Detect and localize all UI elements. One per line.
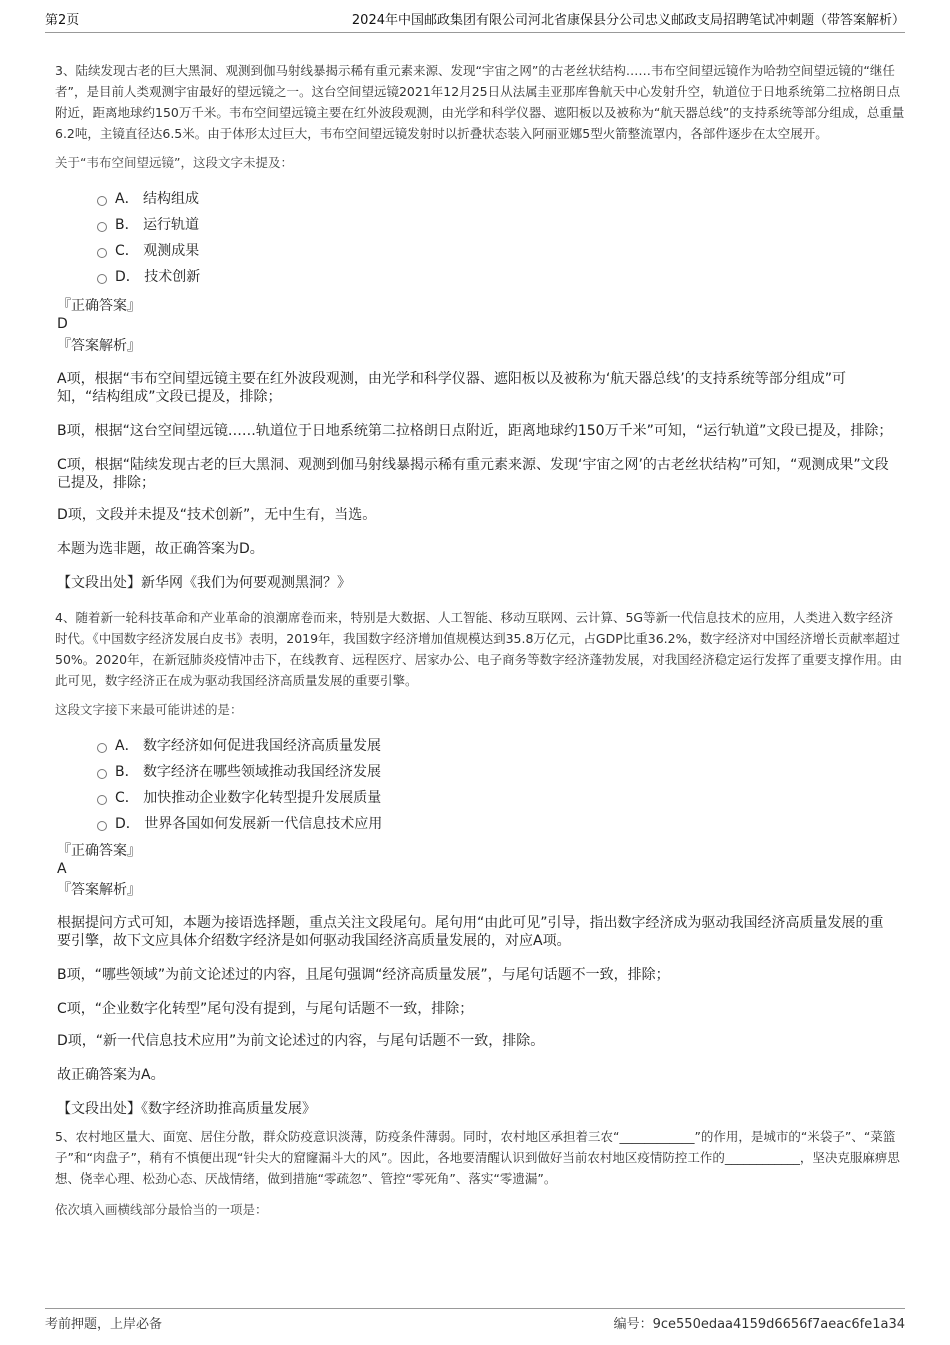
radio-icon[interactable]	[97, 743, 107, 753]
option-label: D． 技术创新	[115, 269, 201, 285]
page-header	[45, 12, 905, 30]
q3-source: 【文段出处】新华网《我们为何要观测黑洞？》	[57, 575, 351, 591]
q3-question: 关于“韦布空间望远镜”，这段文字未提及：	[55, 155, 293, 170]
q3-analysis-a: A项，根据“韦布空间望远镜主要在红外波段观测，由光学和科学仪器、遮阳板以及被称为‘航天器总线’的支持系统等部分组成”可知，“结构组成”文段已提及，排除；	[57, 371, 846, 405]
option-label: D． 世界各国如何发展新一代信息技术应用	[115, 816, 383, 832]
document-title: 2024年中国邮政集团有限公司河北省康保县分公司忠义邮政支局招聘笔试冲刺题（带答案解析）	[351, 13, 905, 28]
q3-option-d[interactable]	[97, 268, 905, 286]
q5-blank-1: ____________	[619, 1129, 695, 1144]
radio-icon[interactable]	[97, 248, 107, 258]
option-label: A． 数字经济如何促进我国经济高质量发展	[115, 738, 382, 754]
q3-analysis-d: D项，文段并未提及“技术创新”，无中生有，当选。	[57, 507, 377, 523]
option-label: A． 结构组成	[115, 191, 200, 207]
q4-source: 【文段出处】《数字经济助推高质量发展》	[57, 1101, 316, 1117]
q4-option-a[interactable]	[97, 737, 905, 755]
q4-answer: A	[57, 861, 67, 877]
radio-icon[interactable]	[97, 222, 107, 232]
q4-conclusion: 故正确答案为A。	[57, 1067, 165, 1083]
q3-option-b[interactable]	[97, 216, 905, 234]
q5-text-3: ，坚决克服麻痹思想、侥幸心理、松劲心态、厌战情绪，做到措施“零疏忽”、管控“零死角”、落实“零遗漏”。	[55, 1150, 900, 1186]
q4-analysis-d: D项，“新一代信息技术应用”为前文论述过的内容，与尾句话题不一致，排除。	[57, 1033, 545, 1049]
document-id: 编号：9ce550edaa4159d6656f7aeac6fe1a34	[613, 1317, 905, 1332]
q4-answer-label: 『正确答案』	[57, 843, 141, 859]
radio-icon[interactable]	[97, 821, 107, 831]
radio-icon[interactable]	[97, 274, 107, 284]
option-label: C． 加快推动企业数字化转型提升发展质量	[115, 790, 382, 806]
q5-passage	[55, 1126, 905, 1189]
q3-option-a[interactable]	[97, 190, 905, 208]
footer-divider	[45, 1308, 905, 1309]
radio-icon[interactable]	[97, 769, 107, 779]
q4-question: 这段文字接下来最可能讲述的是：	[55, 702, 243, 717]
footer-slogan: 考前押题，上岸必备	[45, 1317, 163, 1332]
q5-text-2: ”的作用，是城市的“米袋子”、“菜篮子”和“肉盘子”，稍有不慎便出现“针尖大的窟窿漏斗大的风”。因此，各地要清醒认识到做好当前农村地区疫情防控工作的	[55, 1129, 896, 1165]
header-divider	[45, 32, 905, 33]
q4-passage: 4、随着新一轮科技革命和产业革命的浪潮席卷而来，特别是大数据、人工智能、移动互联网、云计算、5G等新一代信息技术的应用，人类进入数字经济时代。《中国数字经济发展白皮书》表明，2019年，我国数字经济增加值规模达到35.8万亿元，占GDP比重36.2%，数字经济对中国经济增长贡献率超过50%。2020年，在新冠肺炎疫情冲击下，在线教育、远程医疗、居家办公、电子商务等数字经济蓬勃发展，对我国经济稳定运行发挥了重要支撑作用。由此可见，数字经济正在成为驱动我国经济高质量发展的重要引擎。	[55, 610, 903, 688]
option-label: B． 数字经济在哪些领域推动我国经济发展	[115, 764, 382, 780]
q3-analysis-label: 『答案解析』	[57, 338, 141, 354]
q5-question: 依次填入画横线部分最恰当的一项是：	[55, 1202, 268, 1217]
q3-answer: D	[57, 316, 68, 332]
q3-analysis-b: B项，根据“这台空间望远镜……轨道位于日地系统第二拉格朗日点附近，距离地球约150万千米”可知，“运行轨道”文段已提及，排除；	[57, 423, 893, 439]
q3-conclusion: 本题为选非题，故正确答案为D。	[57, 541, 264, 557]
radio-icon[interactable]	[97, 795, 107, 805]
q4-analysis-c: C项，“企业数字化转型”尾句没有提到，与尾句话题不一致，排除；	[57, 1001, 474, 1017]
page-number: 第2页	[45, 13, 80, 28]
q3-analysis-c: C项，根据“陆续发现古老的巨大黑洞、观测到伽马射线暴揭示稀有重元素来源、发现‘宇宙之网’的古老丝状结构”可知，“观测成果”文段已提及，排除；	[57, 457, 889, 491]
q3-option-c[interactable]	[97, 242, 905, 260]
option-label: C． 观测成果	[115, 243, 200, 259]
radio-icon[interactable]	[97, 196, 107, 206]
q4-option-b[interactable]	[97, 763, 905, 781]
document-body	[55, 40, 905, 1219]
q4-analysis-b: B项，“哪些领域”为前文论述过的内容，且尾句强调“经济高质量发展”，与尾句话题不一致，排除；	[57, 967, 670, 983]
q4-option-d[interactable]	[97, 815, 905, 833]
q5-blank-2: ____________	[724, 1150, 800, 1165]
option-label: B． 运行轨道	[115, 217, 200, 233]
q3-answer-label: 『正确答案』	[57, 298, 141, 314]
q4-analysis-label: 『答案解析』	[57, 882, 141, 898]
q5-text-1: 5、农村地区量大、面宽、居住分散，群众防疫意识淡薄，防疫条件薄弱。同时，农村地区承担着三农“	[55, 1129, 620, 1144]
q4-analysis-main: 根据提问方式可知，本题为接语选择题，重点关注文段尾句。尾句用“由此可见”引导，指出数字经济成为驱动我国经济高质量发展的重要引擎，故下文应具体介绍数字经济是如何驱动我国经济高质量发展的，对应A项。	[57, 915, 884, 949]
q3-passage: 3、陆续发现古老的巨大黑洞、观测到伽马射线暴揭示稀有重元素来源、发现“宇宙之网”的古老丝状结构……韦布空间望远镜作为哈勃空间望远镜的“继任者”，是目前人类观测宇宙最好的望远镜之一。这台空间望远镜2021年12月25日从法属圭亚那库鲁航天中心发射升空，轨道位于日地系统第二拉格朗日点附近，距离地球约150万千米。韦布空间望远镜主要在红外波段观测，由光学和科学仪器、遮阳板以及被称为“航天器总线”的支持系统等部分组成，总重量6.2吨，主镜直径达6.5米。由于体形太过巨大，韦布空间望远镜发射时以折叠状态装入阿丽亚娜5型火箭整流罩内，各部件逐步在太空展开。	[55, 63, 905, 141]
q4-option-c[interactable]	[97, 789, 905, 807]
